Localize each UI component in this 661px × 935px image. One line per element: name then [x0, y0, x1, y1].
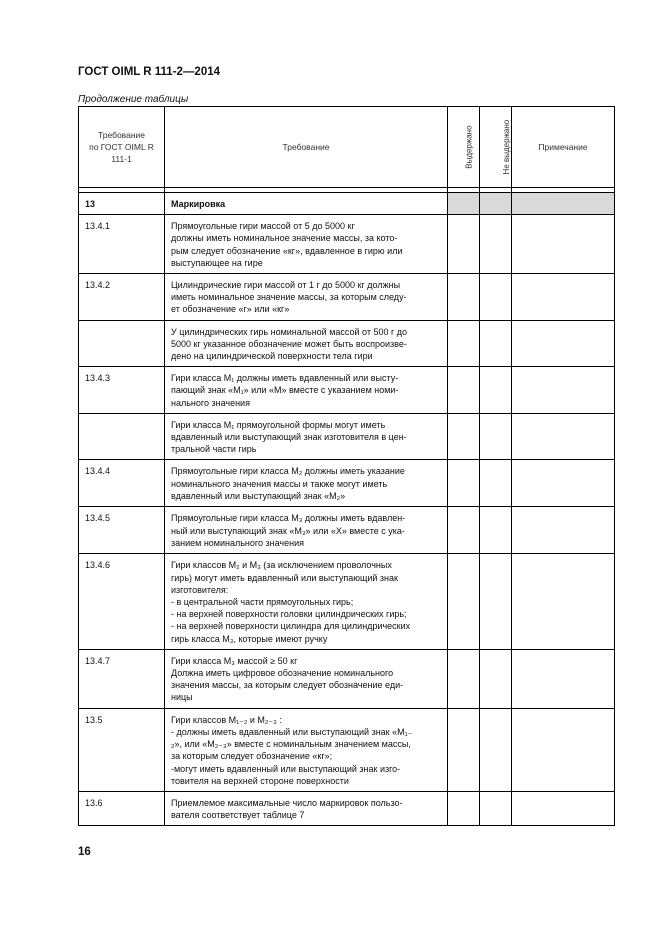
- passed-cell[interactable]: [448, 649, 480, 708]
- passed-cell[interactable]: [448, 791, 480, 825]
- note-cell[interactable]: [512, 507, 615, 554]
- passed-cell[interactable]: [448, 460, 480, 507]
- note-cell[interactable]: [512, 274, 615, 321]
- shaded-cell: [448, 193, 480, 215]
- row-ref: 13.6: [79, 791, 165, 825]
- row-ref: 13.4.5: [79, 507, 165, 554]
- table-row: [79, 554, 615, 649]
- table-row: [79, 413, 615, 460]
- col-header-note: Примечание: [512, 107, 615, 188]
- failed-cell[interactable]: [480, 649, 512, 708]
- table-row: [79, 708, 615, 791]
- failed-cell[interactable]: [480, 554, 512, 649]
- document-title: ГОСТ OIML R 111-2—2014: [78, 66, 221, 78]
- row-requirement: Цилиндрические гири массой от 1 г до 5000 кг должны иметь номинальное значение массы, за которым следу- ет обозначение «г» или «кг»: [165, 274, 448, 321]
- row-ref: 13.5: [79, 708, 165, 791]
- passed-cell[interactable]: [448, 274, 480, 321]
- failed-cell[interactable]: [480, 507, 512, 554]
- row-ref: [79, 320, 165, 367]
- row-requirement: Прямоугольные гири класса M₂ должны иметь указание номинального значения массы и также могут иметь вдавленный или выступающий знак «M₂»: [165, 460, 448, 507]
- row-requirement: Гири класса M₁ прямоугольной формы могут иметь вдавленный или выступающий знак изготовителя в цен- тральной части гирь: [165, 413, 448, 460]
- failed-cell[interactable]: [480, 215, 512, 274]
- note-cell[interactable]: [512, 413, 615, 460]
- passed-cell[interactable]: [448, 215, 480, 274]
- passed-cell[interactable]: [448, 320, 480, 367]
- row-requirement: Гири класса M₃ массой ≥ 50 кг Должна иметь цифровое обозначение номинального значения массы, за которым следует обозначение еди- ницы: [165, 649, 448, 708]
- col-header-ref: Требование по ГОСТ OIML R 111-1: [79, 107, 165, 188]
- table-row: [79, 320, 615, 367]
- table-header-row: [79, 107, 615, 188]
- table-row: [79, 649, 615, 708]
- table-row: [79, 460, 615, 507]
- passed-cell[interactable]: [448, 367, 480, 414]
- row-requirement: Гири классов M₁₋₂ и M₂₋₃ : - должны иметь вдавленный или выступающий знак «M₁₋ ₂», или «M₂₋₃» вместе с номинальным значением массы, за которым следует обозначение «кг»; -могут иметь вдавленный или выступающий знак изго- товителя на верхней стороне поверхности: [165, 708, 448, 791]
- row-requirement: Приемлемое максимальные число маркировок пользо- вателя соответствует таблице 7: [165, 791, 448, 825]
- table-row: [79, 507, 615, 554]
- passed-cell[interactable]: [448, 708, 480, 791]
- row-requirement: Гири класса M₁ должны иметь вдавленный или высту- пающий знак «M₁» или «M» вместе с указанием номи- нального значения: [165, 367, 448, 414]
- passed-cell[interactable]: [448, 413, 480, 460]
- note-cell[interactable]: [512, 649, 615, 708]
- note-cell[interactable]: [512, 367, 615, 414]
- row-requirement: Прямоугольные гири массой от 5 до 5000 кг должны иметь номинальное значение массы, за кото- рым следует обозначение «кг», вдавленное в гирю или выступающее на гире: [165, 215, 448, 274]
- table-row: [79, 367, 615, 414]
- row-ref: 13.4.7: [79, 649, 165, 708]
- row-requirement: Гири классов M₂ и M₃ (за исключением проволочных гирь) могут иметь вдавленный или выступающий знак изготовителя: - в центральной части прямоугольных гирь; - на верхней поверхности головки цилиндрических гирь; - на верхней поверхности цилиндра для цилиндрических гирь класса M₃, которые имеют ручку: [165, 554, 448, 649]
- section-number: 13: [79, 193, 165, 215]
- col-header-failed: [480, 107, 512, 188]
- note-cell[interactable]: [512, 554, 615, 649]
- note-cell[interactable]: [512, 320, 615, 367]
- failed-cell[interactable]: [480, 367, 512, 414]
- failed-cell[interactable]: [480, 274, 512, 321]
- row-requirement: Прямоугольные гири класса M₃ должны иметь вдавлен- ный или выступающий знак «M₃» или «Х» вместе с ука- занием номинального значения: [165, 507, 448, 554]
- passed-cell[interactable]: [448, 507, 480, 554]
- table-row: [79, 791, 615, 825]
- row-ref: 13.4.1: [79, 215, 165, 274]
- failed-cell[interactable]: [480, 708, 512, 791]
- requirements-table: [78, 106, 615, 826]
- failed-cell[interactable]: [480, 460, 512, 507]
- section-row: [79, 193, 615, 215]
- row-ref: 13.4.3: [79, 367, 165, 414]
- table-row: [79, 215, 615, 274]
- col-header-requirement: Требование: [165, 107, 448, 188]
- note-cell[interactable]: [512, 791, 615, 825]
- page-number: 16: [78, 846, 91, 858]
- row-ref: [79, 413, 165, 460]
- failed-cell[interactable]: [480, 320, 512, 367]
- passed-cell[interactable]: [448, 554, 480, 649]
- failed-cell[interactable]: [480, 413, 512, 460]
- col-header-passed-label: Выдержано: [464, 125, 474, 170]
- section-title: Маркировка: [165, 193, 448, 215]
- table-row: [79, 274, 615, 321]
- row-ref: 13.4.2: [79, 274, 165, 321]
- note-cell[interactable]: [512, 215, 615, 274]
- note-cell[interactable]: [512, 708, 615, 791]
- failed-cell[interactable]: [480, 791, 512, 825]
- row-requirement: У цилиндрических гирь номинальной массой от 500 г до 5000 кг указанное обозначение может быть воспроизве- дено на цилиндрической поверхности тела гири: [165, 320, 448, 367]
- col-header-failed-label: Не выдержано: [502, 120, 512, 175]
- row-ref: 13.4.4: [79, 460, 165, 507]
- row-ref: 13.4.6: [79, 554, 165, 649]
- shaded-cell: [480, 193, 512, 215]
- note-cell[interactable]: [512, 460, 615, 507]
- shaded-cell: [512, 193, 615, 215]
- table-caption: Продолжение таблицы: [78, 94, 189, 105]
- col-header-passed: [448, 107, 480, 188]
